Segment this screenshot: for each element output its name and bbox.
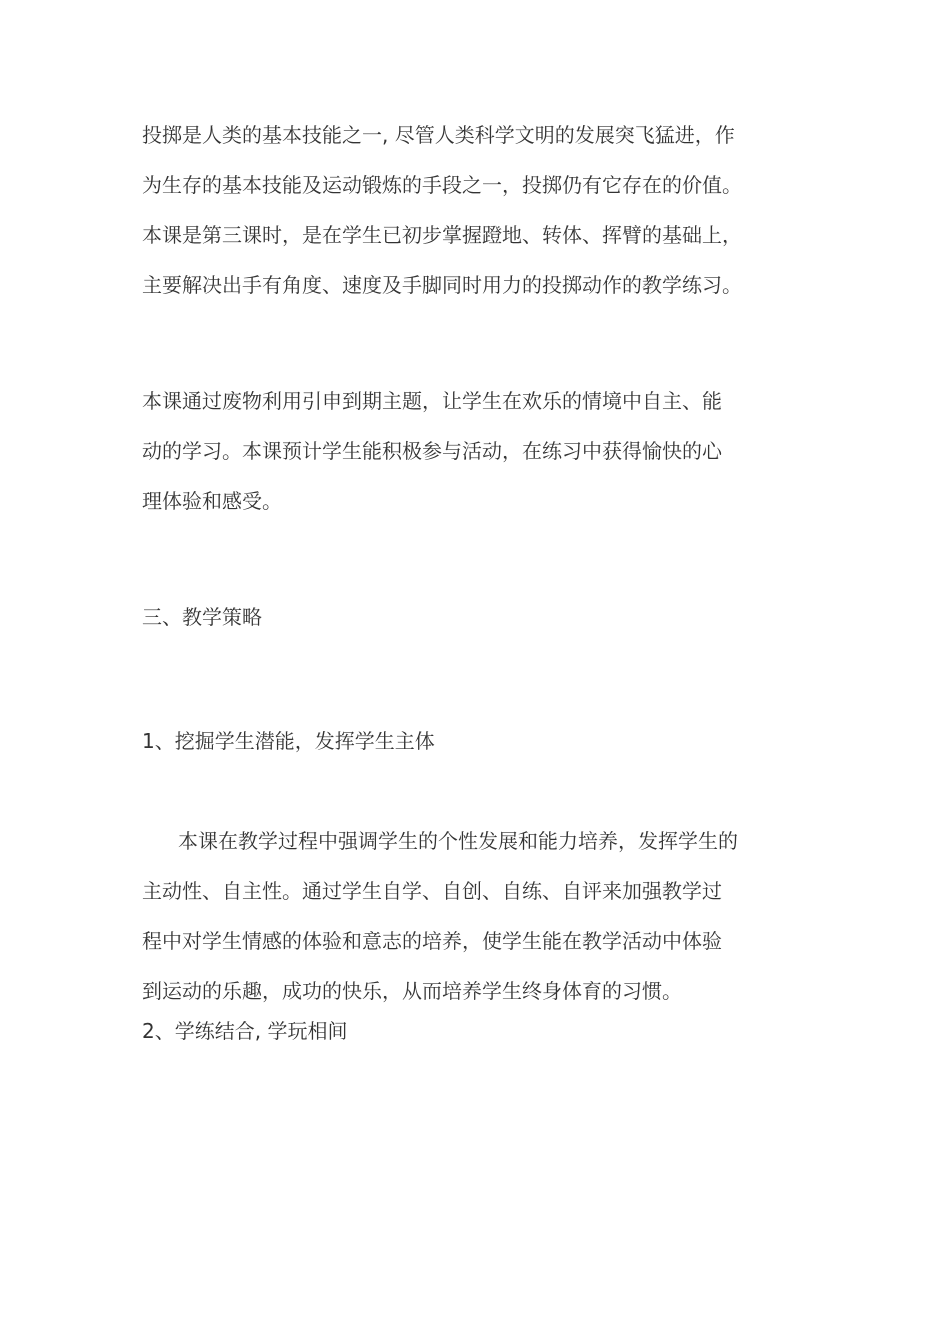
paragraph-line: 动的学习。本课预计学生能积极参与活动，在练习中获得愉快的心: [142, 439, 722, 463]
section-heading: 三、教学策略: [142, 605, 262, 629]
paragraph-line: 本课是第三课时，是在学生已初步掌握蹬地、转体、挥臂的基础上，: [142, 223, 742, 247]
paragraph-line: 程中对学生情感的体验和意志的培养，使学生能在教学活动中体验: [142, 929, 722, 953]
paragraph-line: 理体验和感受。: [142, 489, 282, 513]
paragraph-line: 主动性、自主性。通过学生自学、自创、自练、自评来加强教学过: [142, 879, 722, 903]
subheading: 2、学练结合, 学玩相间: [142, 1019, 348, 1043]
paragraph-line: 本课通过废物利用引申到期主题，让学生在欢乐的情境中自主、能: [142, 389, 722, 413]
paragraph-line: 本课在教学过程中强调学生的个性发展和能力培养，发挥学生的: [178, 829, 738, 853]
paragraph-line: 投掷是人类的基本技能之一, 尽管人类科学文明的发展突飞猛进，作: [142, 123, 735, 147]
paragraph-line: 为生存的基本技能及运动锻炼的手段之一，投掷仍有它存在的价值。: [142, 173, 742, 197]
subheading: 1、挖掘学生潜能，发挥学生主体: [142, 729, 435, 753]
paragraph-line: 主要解决出手有角度、速度及手脚同时用力的投掷动作的教学练习。: [142, 273, 742, 297]
paragraph-line: 到运动的乐趣，成功的快乐，从而培养学生终身体育的习惯。: [142, 979, 682, 1003]
